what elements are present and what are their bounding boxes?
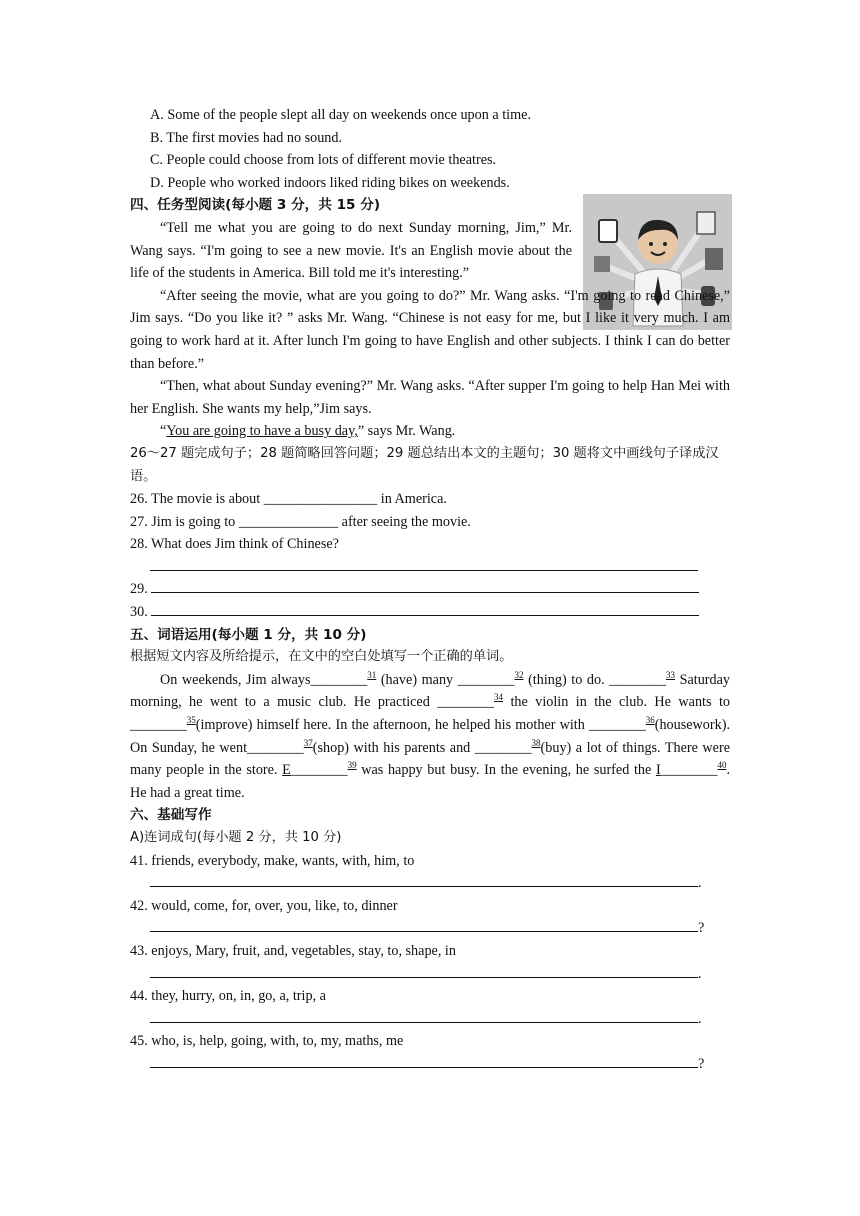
- hint-letter-i: I: [655, 762, 661, 779]
- section5-title: 五、词语运用(每小题 1 分，共 10 分): [130, 626, 367, 643]
- section6-title: 六、基础写作: [130, 807, 212, 824]
- question-26: 26. The movie is about ________________ in America.: [130, 491, 447, 508]
- blank-number: 38: [531, 737, 541, 748]
- blank-38[interactable]: ________: [474, 739, 532, 756]
- cloze-text: (buy) a lot of things. There were many people in the store.: [130, 739, 730, 779]
- question-42: 42. would, come, for, over, you, like, to, dinner: [130, 897, 398, 914]
- question-30-line[interactable]: [130, 601, 730, 624]
- question-43: 43. enjoys, Mary, fruit, and, vegetables, stay, to, shape, in: [130, 942, 456, 959]
- end-punct: ?: [698, 920, 705, 937]
- passage-paragraph-2: [130, 285, 730, 375]
- paragraph-4-rest: ” says Mr. Wang.: [357, 423, 456, 440]
- passage-paragraph-4: “You are going to have a busy day,” says Mr. Wang.: [160, 423, 456, 440]
- question-29: 29.: [130, 581, 148, 598]
- answer-line-42[interactable]: [130, 917, 730, 940]
- worksheet-page: [130, 104, 730, 1076]
- question-44: 44. they, hurry, on, in, go, a, trip, a: [130, 988, 326, 1005]
- blank-36[interactable]: ________: [588, 717, 646, 734]
- question-45: 45. who, is, help, going, with, to, my, maths, me: [130, 1033, 404, 1050]
- blank-34[interactable]: ________: [437, 694, 495, 711]
- question-41: 41. friends, everybody, make, wants, with, him, to: [130, 852, 415, 869]
- end-punct: .: [698, 1010, 702, 1027]
- blank-number: 31: [367, 669, 377, 680]
- section6-subtitle: A)连词成句(每小题 2 分，共 10 分): [130, 830, 342, 845]
- blank-number: 33: [665, 669, 675, 680]
- answer-line-41[interactable]: [130, 872, 730, 895]
- option-d: D. People who worked indoors liked riding bikes on weekends.: [150, 174, 510, 191]
- option-a: A. Some of the people slept all day on weekends once upon a time.: [150, 107, 531, 123]
- blank-number: 35: [186, 715, 196, 726]
- section4-title: 四、任务型阅读(每小题 3 分，共 15 分): [130, 197, 381, 214]
- section4-instruction: 26～27 题完成句子；28 题简略回答问题；29 题总结出本文的主题句；30 题将文中画线句子译成汉语。: [130, 445, 719, 484]
- cloze-text: the violin in the club. He wants to: [503, 694, 730, 711]
- section5-instruction: 根据短文内容及所给提示，在文中的空白处填写一个正确的单词。: [130, 649, 513, 665]
- blank-32[interactable]: ________: [457, 671, 515, 688]
- blank-number: 39: [347, 760, 357, 771]
- cloze-text: (have) many: [376, 671, 458, 688]
- underlined-sentence: You are going to have a busy day,: [166, 423, 358, 440]
- question-27: 27. Jim is going to ______________ after seeing the movie.: [130, 513, 471, 530]
- answer-line-43[interactable]: [130, 963, 730, 986]
- question-28: 28. What does Jim think of Chinese?: [130, 536, 339, 553]
- answer-line-28[interactable]: [130, 556, 730, 579]
- cloze-passage: [130, 669, 730, 805]
- passage-paragraph-2-text: “After seeing the movie, what are you going to do?” Mr. Wang asks. “I'm going to read Chinese,” Jim says. “Do you like it? ” asks Mr. Wang. “Chinese is not easy for me, but I like it very much. I am going to work hard at it. After lunch I'm going to have English and other subjects. I think I can do better than before.”: [130, 287, 730, 372]
- cloze-text: Saturday morning, he went to a music club. He practiced: [130, 671, 731, 711]
- cloze-text: was happy but busy. In the evening, he surfed the: [356, 762, 656, 779]
- cloze-text: . He had a great time.: [130, 762, 730, 801]
- end-punct: ?: [698, 1055, 705, 1072]
- blank-37[interactable]: ________: [247, 739, 304, 756]
- blank-33[interactable]: ________: [609, 671, 666, 688]
- end-punct: .: [698, 965, 702, 982]
- blank-number: 37: [303, 737, 313, 748]
- blank-35[interactable]: ________: [130, 717, 187, 734]
- blank-40[interactable]: ________: [660, 762, 718, 779]
- cloze-text: (thing) to do.: [523, 671, 610, 688]
- cloze-text: (improve) himself here. In the afternoon, he helped his mother with: [195, 717, 589, 734]
- cloze-text: On weekends, Jim always: [160, 671, 311, 688]
- question-29-line[interactable]: [130, 578, 730, 601]
- blank-number: 36: [645, 715, 655, 726]
- passage-paragraph-1: “Tell me what you are going to do next Sunday morning, Jim,” Mr. Wang says. “I'm going to see a new movie. It's an English movie about the life of the students in America. Bill told me it's interesting.”: [130, 219, 572, 282]
- cloze-text: (shop) with his parents and: [312, 739, 475, 756]
- blank-39[interactable]: ________: [290, 762, 348, 779]
- blank-number: 34: [494, 692, 504, 703]
- blank-number: 40: [717, 760, 727, 771]
- question-30: 30.: [130, 604, 148, 621]
- blank-number: 32: [514, 669, 524, 680]
- blank-31[interactable]: ________: [310, 671, 368, 688]
- option-c: C. People could choose from lots of different movie theatres.: [150, 152, 497, 169]
- option-b: B. The first movies had no sound.: [150, 129, 343, 146]
- hint-letter-e: E: [282, 762, 291, 779]
- end-punct: .: [698, 875, 702, 892]
- cloze-text: (housework). On Sunday, he went: [130, 717, 730, 756]
- passage-paragraph-3: “Then, what about Sunday evening?” Mr. Wang asks. “After supper I'm going to help Han Mei with her English. She wants my help,”Jim says.: [130, 378, 730, 417]
- answer-line-45[interactable]: [130, 1053, 730, 1076]
- answer-line-44[interactable]: [130, 1008, 730, 1031]
